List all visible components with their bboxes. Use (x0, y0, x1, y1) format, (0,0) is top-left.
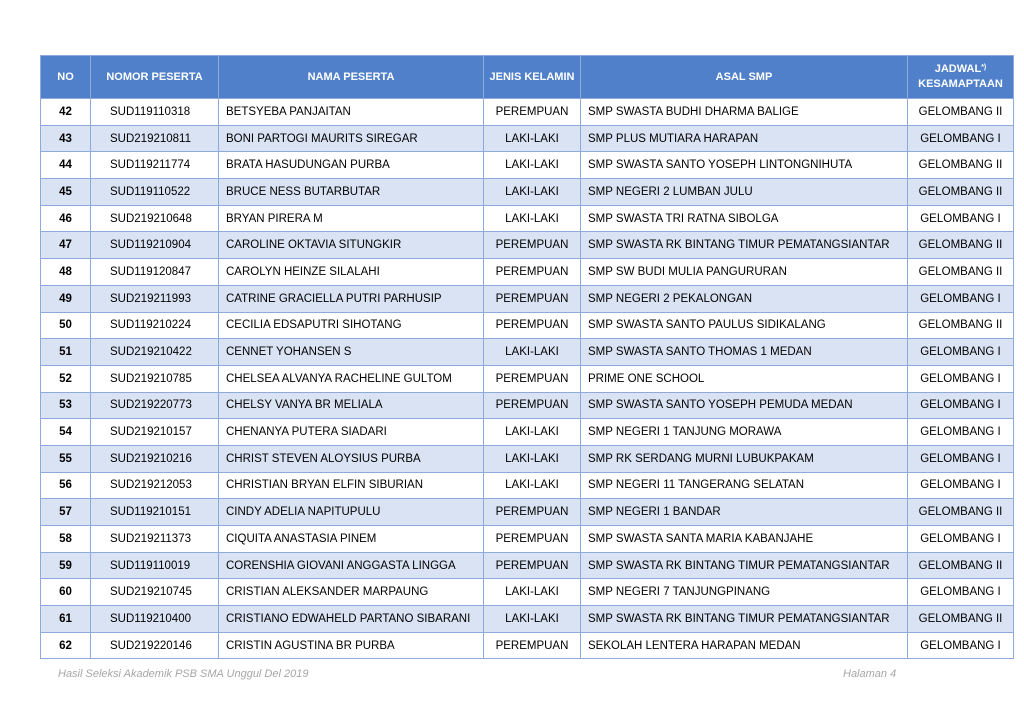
cell-no: 52 (41, 365, 91, 392)
cell-nomor-peserta: SUD119110318 (91, 99, 219, 126)
cell-jadwal-kesamaptaan: GELOMBANG I (908, 632, 1014, 659)
cell-jadwal-kesamaptaan: GELOMBANG II (908, 606, 1014, 633)
cell-jenis-kelamin: PEREMPUAN (484, 285, 581, 312)
cell-jadwal-kesamaptaan: GELOMBANG I (908, 392, 1014, 419)
cell-nomor-peserta: SUD119210400 (91, 606, 219, 633)
cell-nama-peserta: CRISTIAN ALEKSANDER MARPAUNG (219, 579, 484, 606)
cell-asal-smp: SMP SWASTA RK BINTANG TIMUR PEMATANGSIANTAR (581, 552, 908, 579)
table-row (41, 606, 1014, 633)
cell-asal-smp: SMP SWASTA SANTO PAULUS SIDIKALANG (581, 312, 908, 339)
cell-nomor-peserta: SUD219212053 (91, 472, 219, 499)
cell-jenis-kelamin: PEREMPUAN (484, 259, 581, 286)
cell-nama-peserta: CHELSEA ALVANYA RACHELINE GULTOM (219, 365, 484, 392)
cell-jadwal-kesamaptaan: GELOMBANG I (908, 579, 1014, 606)
cell-no: 55 (41, 445, 91, 472)
cell-jadwal-kesamaptaan: GELOMBANG I (908, 365, 1014, 392)
results-table (40, 55, 1014, 659)
cell-jadwal-kesamaptaan: GELOMBANG II (908, 312, 1014, 339)
cell-nama-peserta: CATRINE GRACIELLA PUTRI PARHUSIP (219, 285, 484, 312)
table-row (41, 526, 1014, 553)
cell-no: 47 (41, 232, 91, 259)
cell-nama-peserta: BETSYEBA PANJAITAN (219, 99, 484, 126)
cell-nama-peserta: CINDY ADELIA NAPITUPULU (219, 499, 484, 526)
table-row (41, 312, 1014, 339)
table-row (41, 472, 1014, 499)
cell-nomor-peserta: SUD219210422 (91, 339, 219, 366)
cell-nama-peserta: CAROLYN HEINZE SILALAHI (219, 259, 484, 286)
cell-jenis-kelamin: PEREMPUAN (484, 552, 581, 579)
cell-jenis-kelamin: LAKI-LAKI (484, 606, 581, 633)
cell-jadwal-kesamaptaan: GELOMBANG II (908, 179, 1014, 206)
cell-nomor-peserta: SUD219211993 (91, 285, 219, 312)
table-row (41, 365, 1014, 392)
cell-asal-smp: SMP NEGERI 1 TANJUNG MORAWA (581, 419, 908, 446)
cell-nama-peserta: BRUCE NESS BUTARBUTAR (219, 179, 484, 206)
cell-nomor-peserta: SUD219220773 (91, 392, 219, 419)
cell-nomor-peserta: SUD219210811 (91, 125, 219, 152)
cell-no: 59 (41, 552, 91, 579)
table-row (41, 579, 1014, 606)
cell-jenis-kelamin: LAKI-LAKI (484, 125, 581, 152)
cell-asal-smp: SMP NEGERI 1 BANDAR (581, 499, 908, 526)
cell-nomor-peserta: SUD219210745 (91, 579, 219, 606)
cell-no: 44 (41, 152, 91, 179)
cell-asal-smp: SMP PLUS MUTIARA HARAPAN (581, 125, 908, 152)
cell-asal-smp: SMP NEGERI 2 LUMBAN JULU (581, 179, 908, 206)
cell-jadwal-kesamaptaan: GELOMBANG II (908, 499, 1014, 526)
cell-no: 46 (41, 205, 91, 232)
cell-jadwal-kesamaptaan: GELOMBANG II (908, 259, 1014, 286)
cell-nama-peserta: CHENANYA PUTERA SIADARI (219, 419, 484, 446)
table-row (41, 632, 1014, 659)
cell-no: 60 (41, 579, 91, 606)
cell-jadwal-kesamaptaan: GELOMBANG II (908, 99, 1014, 126)
cell-nomor-peserta: SUD219210157 (91, 419, 219, 446)
cell-asal-smp: SMP SW BUDI MULIA PANGURURAN (581, 259, 908, 286)
cell-nomor-peserta: SUD119110522 (91, 179, 219, 206)
cell-jenis-kelamin: LAKI-LAKI (484, 152, 581, 179)
cell-nama-peserta: CAROLINE OKTAVIA SITUNGKIR (219, 232, 484, 259)
cell-no: 61 (41, 606, 91, 633)
cell-jadwal-kesamaptaan: GELOMBANG I (908, 526, 1014, 553)
cell-nama-peserta: CHELSY VANYA BR MELIALA (219, 392, 484, 419)
cell-asal-smp: SMP SWASTA RK BINTANG TIMUR PEMATANGSIANTAR (581, 606, 908, 633)
cell-nomor-peserta: SUD119210151 (91, 499, 219, 526)
cell-jenis-kelamin: LAKI-LAKI (484, 205, 581, 232)
table-row (41, 125, 1014, 152)
cell-jenis-kelamin: PEREMPUAN (484, 99, 581, 126)
header-jadwal-kesamaptaan (908, 56, 1014, 99)
cell-nomor-peserta: SUD219211373 (91, 526, 219, 553)
table-row (41, 499, 1014, 526)
table-row (41, 152, 1014, 179)
header-kesamaptaan-label: KESAMAPTAAN (918, 78, 1003, 90)
cell-no: 62 (41, 632, 91, 659)
cell-asal-smp: SMP NEGERI 2 PEKALONGAN (581, 285, 908, 312)
cell-jenis-kelamin: LAKI-LAKI (484, 179, 581, 206)
cell-nomor-peserta: SUD119110019 (91, 552, 219, 579)
footer-document-title: Hasil Seleksi Akademik PSB SMA Unggul Del 2019 (58, 668, 309, 680)
header-nomor-peserta: NOMOR PESERTA (91, 56, 219, 99)
cell-asal-smp: SMP NEGERI 7 TANJUNGPINANG (581, 579, 908, 606)
cell-nama-peserta: CECILIA EDSAPUTRI SIHOTANG (219, 312, 484, 339)
table-row (41, 392, 1014, 419)
header-jadwal-footnote-mark: *) (981, 64, 987, 71)
cell-asal-smp: SMP SWASTA BUDHI DHARMA BALIGE (581, 99, 908, 126)
cell-nomor-peserta: SUD119211774 (91, 152, 219, 179)
cell-jenis-kelamin: PEREMPUAN (484, 392, 581, 419)
cell-asal-smp: SMP SWASTA SANTO YOSEPH LINTONGNIHUTA (581, 152, 908, 179)
cell-nama-peserta: CIQUITA ANASTASIA PINEM (219, 526, 484, 553)
table-row (41, 445, 1014, 472)
cell-nama-peserta: CRISTIN AGUSTINA BR PURBA (219, 632, 484, 659)
cell-nomor-peserta: SUD119210224 (91, 312, 219, 339)
table-row (41, 99, 1014, 126)
table-row (41, 339, 1014, 366)
cell-jenis-kelamin: PEREMPUAN (484, 365, 581, 392)
cell-asal-smp: SMP SWASTA TRI RATNA SIBOLGA (581, 205, 908, 232)
cell-jenis-kelamin: LAKI-LAKI (484, 445, 581, 472)
cell-jenis-kelamin: LAKI-LAKI (484, 579, 581, 606)
cell-nama-peserta: BRYAN PIRERA M (219, 205, 484, 232)
header-jadwal-label: JADWAL (934, 63, 982, 75)
cell-nomor-peserta: SUD119120847 (91, 259, 219, 286)
cell-jadwal-kesamaptaan: GELOMBANG I (908, 472, 1014, 499)
cell-asal-smp: SMP RK SERDANG MURNI LUBUKPAKAM (581, 445, 908, 472)
cell-jenis-kelamin: PEREMPUAN (484, 499, 581, 526)
cell-nomor-peserta: SUD119210904 (91, 232, 219, 259)
cell-nomor-peserta: SUD219210785 (91, 365, 219, 392)
table-row (41, 205, 1014, 232)
header-nama-peserta: NAMA PESERTA (219, 56, 484, 99)
table-row (41, 179, 1014, 206)
cell-nomor-peserta: SUD219220146 (91, 632, 219, 659)
cell-asal-smp: SMP SWASTA SANTO YOSEPH PEMUDA MEDAN (581, 392, 908, 419)
cell-asal-smp: SMP SWASTA RK BINTANG TIMUR PEMATANGSIANTAR (581, 232, 908, 259)
cell-jadwal-kesamaptaan: GELOMBANG I (908, 125, 1014, 152)
cell-jenis-kelamin: LAKI-LAKI (484, 339, 581, 366)
cell-jenis-kelamin: PEREMPUAN (484, 632, 581, 659)
cell-jadwal-kesamaptaan: GELOMBANG I (908, 445, 1014, 472)
header-no: NO (41, 56, 91, 99)
cell-no: 49 (41, 285, 91, 312)
cell-no: 50 (41, 312, 91, 339)
cell-asal-smp: PRIME ONE SCHOOL (581, 365, 908, 392)
cell-jadwal-kesamaptaan: GELOMBANG I (908, 285, 1014, 312)
cell-nama-peserta: CHRISTIAN BRYAN ELFIN SIBURIAN (219, 472, 484, 499)
cell-nama-peserta: CENNET YOHANSEN S (219, 339, 484, 366)
cell-jenis-kelamin: LAKI-LAKI (484, 472, 581, 499)
cell-jenis-kelamin: PEREMPUAN (484, 232, 581, 259)
header-asal-smp: ASAL SMP (581, 56, 908, 99)
cell-nama-peserta: CRISTIANO EDWAHELD PARTANO SIBARANI (219, 606, 484, 633)
cell-nama-peserta: BRATA HASUDUNGAN PURBA (219, 152, 484, 179)
cell-no: 58 (41, 526, 91, 553)
cell-asal-smp: SMP NEGERI 11 TANGERANG SELATAN (581, 472, 908, 499)
cell-jadwal-kesamaptaan: GELOMBANG II (908, 152, 1014, 179)
table-row (41, 285, 1014, 312)
cell-no: 53 (41, 392, 91, 419)
cell-jadwal-kesamaptaan: GELOMBANG I (908, 205, 1014, 232)
cell-no: 56 (41, 472, 91, 499)
cell-no: 54 (41, 419, 91, 446)
cell-nama-peserta: CHRIST STEVEN ALOYSIUS PURBA (219, 445, 484, 472)
footer-page-number: Halaman 4 (843, 668, 897, 680)
header-row (41, 56, 1014, 99)
cell-no: 43 (41, 125, 91, 152)
cell-no: 48 (41, 259, 91, 286)
cell-jadwal-kesamaptaan: GELOMBANG II (908, 552, 1014, 579)
table-row (41, 232, 1014, 259)
cell-jenis-kelamin: LAKI-LAKI (484, 419, 581, 446)
cell-asal-smp: SMP SWASTA SANTO THOMAS 1 MEDAN (581, 339, 908, 366)
cell-jenis-kelamin: PEREMPUAN (484, 526, 581, 553)
table-row (41, 552, 1014, 579)
cell-asal-smp: SEKOLAH LENTERA HARAPAN MEDAN (581, 632, 908, 659)
cell-no: 51 (41, 339, 91, 366)
cell-asal-smp: SMP SWASTA SANTA MARIA KABANJAHE (581, 526, 908, 553)
cell-jadwal-kesamaptaan: GELOMBANG I (908, 419, 1014, 446)
cell-jenis-kelamin: PEREMPUAN (484, 312, 581, 339)
cell-nomor-peserta: SUD219210216 (91, 445, 219, 472)
cell-nomor-peserta: SUD219210648 (91, 205, 219, 232)
cell-nama-peserta: BONI PARTOGI MAURITS SIREGAR (219, 125, 484, 152)
cell-jadwal-kesamaptaan: GELOMBANG II (908, 232, 1014, 259)
cell-nama-peserta: CORENSHIA GIOVANI ANGGASTA LINGGA (219, 552, 484, 579)
cell-jadwal-kesamaptaan: GELOMBANG I (908, 339, 1014, 366)
header-jenis-kelamin: JENIS KELAMIN (484, 56, 581, 99)
cell-no: 42 (41, 99, 91, 126)
table-body (41, 99, 1014, 659)
cell-no: 45 (41, 179, 91, 206)
table-row (41, 259, 1014, 286)
table-row (41, 419, 1014, 446)
cell-no: 57 (41, 499, 91, 526)
